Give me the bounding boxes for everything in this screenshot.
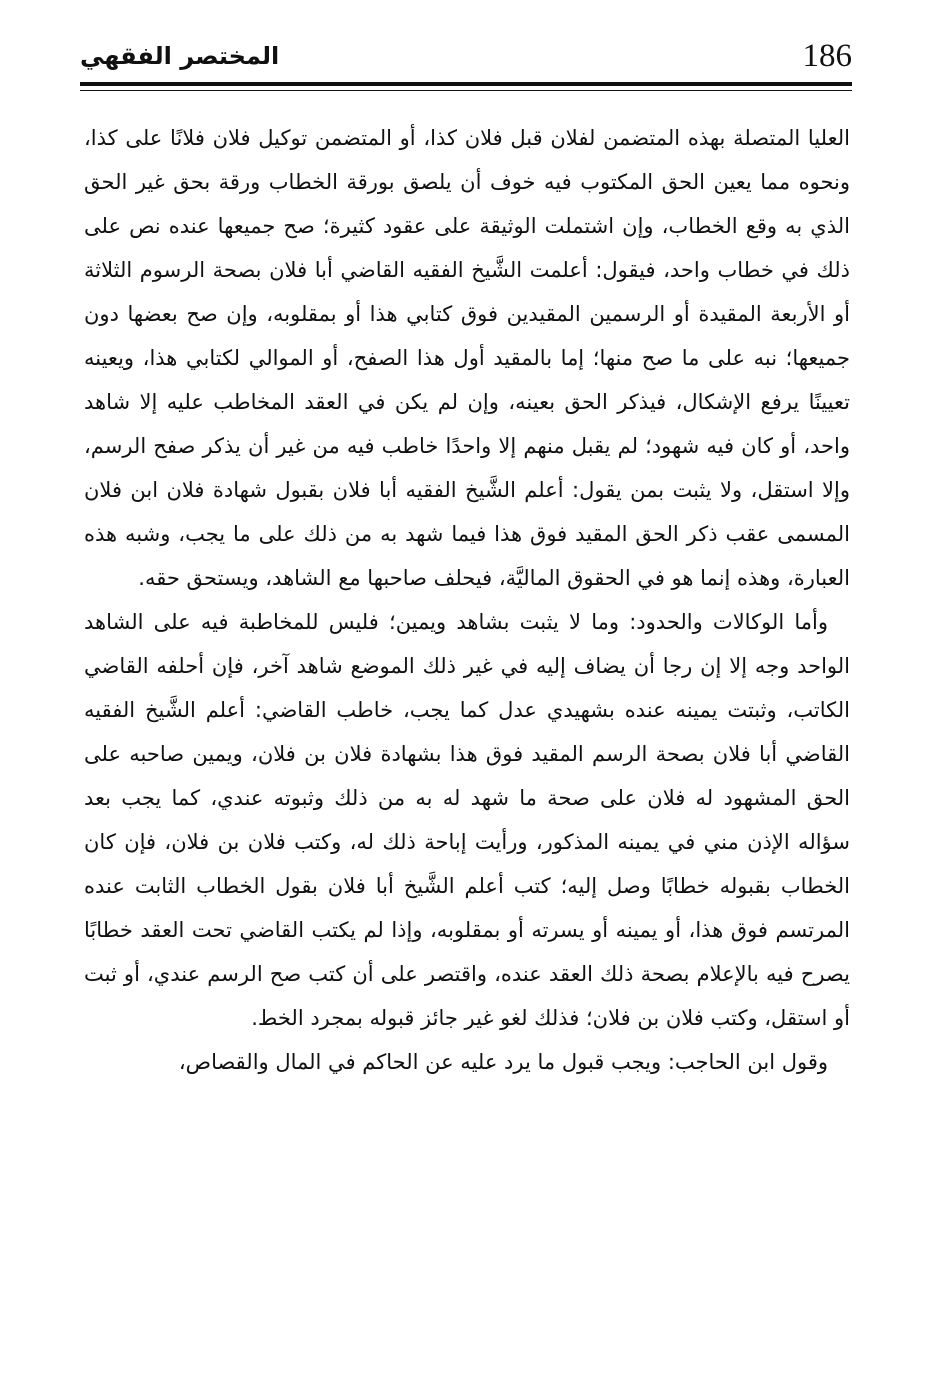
body-text — [84, 116, 850, 1084]
page-number: 186 — [802, 38, 852, 74]
page-header — [80, 36, 852, 76]
paragraph-1: العليا المتصلة بهذه المتضمن لفلان قبل فلان كذا، أو المتضمن توكيل فلان فلانًا على كذا، ونحوه مما يعين الحق المكتوب فيه خوف أن يلصق بورقة الخطاب ورقة بحق غير الحق الذي به وقع الخطاب، وإن اشتملت الوثيقة على عقود كثيرة؛ صح جميعها عنده نص على ذلك في خطاب واحد، فيقول: أعلمت الشَّيخ الفقيه القاضي أبا فلان بصحة الرسوم الثلاثة أو الأربعة المقيدة أو الرسمين المقيدين فوق كتابي هذا أو بمقلوبه، وإن صح بعضها دون جميعها؛ نبه على ما صح منها؛ إما بالمقيد أول هذا الصفح، أو الموالي لكتابي هذا، ويعينه تعيينًا يرفع الإشكال، فيذكر الحق بعينه، وإن لم يكن في العقد المخاطب عليه إلا شاهد واحد، أو كان فيه شهود؛ لم يقبل منهم إلا واحدًا خاطب فيه من غير أن يذكر صفح الرسم، وإلا استقل، ولا يثبت بمن يقول: أعلم الشَّيخ الفقيه أبا فلان بقبول شهادة فلان ابن فلان المسمى عقب ذكر الحق المقيد فوق هذا فيما شهد به من ذلك على ما يجب، وشبه هذه العبارة، وهذه إنما هو في الحقوق الماليَّة، فيحلف صاحبها مع الشاهد، ويستحق حقه. — [84, 126, 850, 590]
paragraph-3: وقول ابن الحاجب: ويجب قبول ما يرد عليه عن الحاكم في المال والقصاص، — [178, 1050, 828, 1074]
book-title: المختصر الفقهي — [80, 42, 280, 70]
paragraph-2: وأما الوكالات والحدود: وما لا يثبت بشاهد ويمين؛ فليس للمخاطبة فيه على الشاهد الواحد وجه إلا إن رجا أن يضاف إليه في غير ذلك الموضع شاهد آخر، فإن أحلفه القاضي الكاتب، وثبتت يمينه عنده بشهيدي عدل كما يجب، خاطب القاضي: أعلم الشَّيخ الفقيه القاضي أبا فلان بصحة الرسم المقيد فوق هذا بشهادة فلان بن فلان، ويمين صاحبه على الحق المشهود له فلان على صحة ما شهد له به من ذلك وثبوته عندي، كما يجب بعد سؤاله الإذن مني في يمينه المذكور، ورأيت إباحة ذلك له، وكتب فلان بن فلان، فإن كان الخطاب بقبوله خطابًا وصل إليه؛ كتب أعلم الشَّيخ أبا فلان بقول الخطاب الثابت عنده المرتسم فوق هذا، أو يمينه أو يسرته أو بمقلوبه، وإذا لم يكتب القاضي تحت العقد خطابًا يصرح فيه بالإعلام بصحة ذلك العقد عنده، واقتصر على أن كتب صح الرسم عندي، أو ثبت أو استقل، وكتب فلان بن فلان؛ فذلك لغو غير جائز قبوله بمجرد الخط. — [84, 610, 850, 1030]
header-rule-thin — [80, 90, 852, 91]
header-rule-thick — [80, 82, 852, 86]
